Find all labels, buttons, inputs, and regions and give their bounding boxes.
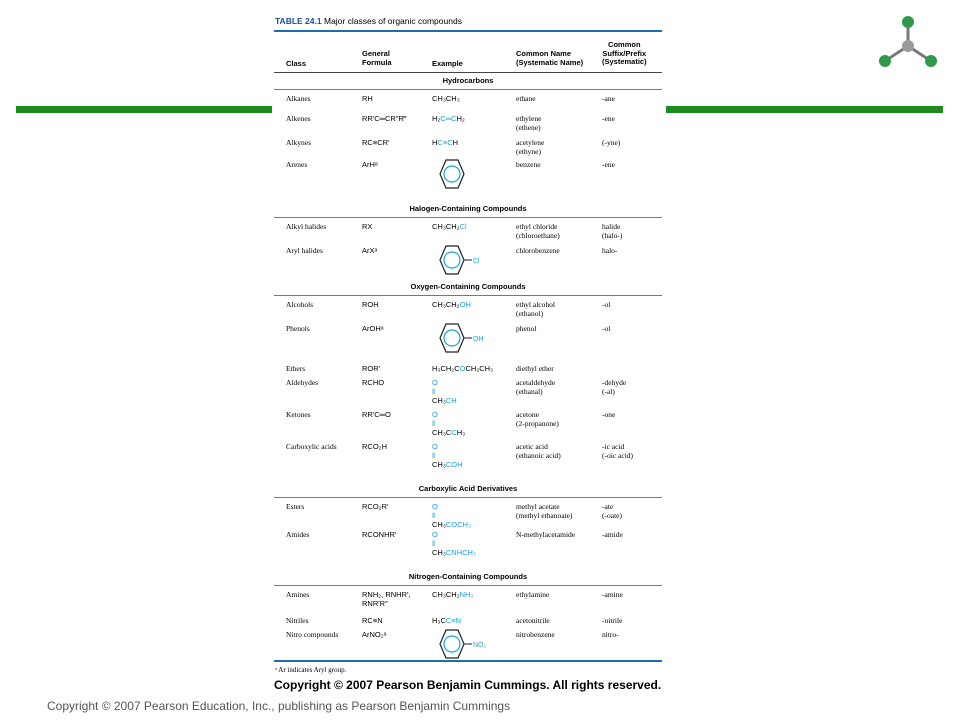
section-title: Nitrogen-Containing Compounds: [408, 572, 528, 581]
class-cell: Aldehydes: [286, 378, 319, 387]
class-cell: Aryl halides: [286, 246, 323, 255]
formula-cell: RCO₂R′: [362, 502, 389, 511]
copyright-bottom: Copyright © 2007 Pearson Education, Inc., publishing as Pearson Benjamin Cummings: [47, 699, 511, 713]
example-cell: CH₃CH₃: [432, 94, 460, 103]
name-cell: methyl acetate (methyl ethanoate): [516, 502, 573, 520]
table-row: [274, 324, 662, 354]
suffix-cell: halo-: [602, 246, 618, 255]
suffix-cell: -ic acid (-oic acid): [602, 442, 634, 460]
formula-cell: RC≡N: [362, 616, 383, 625]
header-rule: [274, 72, 662, 73]
suffix-cell: -ol: [602, 324, 611, 333]
header-name: Common Name (Systematic Name): [516, 49, 584, 67]
example-cell: O ‖ CH₃CNHCH₃: [432, 530, 477, 557]
benzene-ring-icon: [432, 244, 498, 276]
name-cell: ethane: [516, 94, 536, 103]
table-row: [274, 160, 662, 190]
class-cell: Alkenes: [286, 114, 311, 123]
table-row: [274, 502, 662, 532]
class-cell: Alkanes: [286, 94, 311, 103]
formula-cell: ROR′: [362, 364, 381, 373]
example-cell: O ‖ CH₃CH: [432, 378, 457, 405]
name-cell: acetic acid (ethanoic acid): [516, 442, 561, 460]
header-suffix: Common Suffix/Prefix (Systematic): [602, 40, 647, 66]
header-formula: General Formula: [362, 49, 392, 67]
benzene-ring-icon: [432, 322, 498, 354]
formula-cell: RH: [362, 94, 373, 103]
header-example: Example: [432, 59, 463, 68]
ring-substituent-label: Cl: [473, 258, 480, 265]
bottom-rule: [274, 660, 662, 662]
table-document: [274, 10, 664, 690]
section-rule: [274, 217, 662, 218]
name-cell: benzene: [516, 160, 541, 169]
green-divider-left: [16, 106, 272, 113]
example-cell: O ‖ CH₃COH: [432, 442, 463, 469]
benzene-ring-icon: [432, 628, 498, 660]
table-title: Major classes of organic compounds: [323, 16, 462, 26]
class-cell: Amides: [286, 530, 310, 539]
example-cell: O ‖ CH₃CCH₃: [432, 410, 466, 437]
example-cell: H₂C═CH₂: [432, 114, 465, 123]
table-caption: [275, 16, 462, 26]
example-cell: CH₃CH₂Cl: [432, 222, 467, 231]
name-cell: acetylene (ethyne): [516, 138, 545, 156]
section-title: Carboxylic Acid Derivatives: [418, 484, 518, 493]
section-rule: [274, 295, 662, 296]
name-cell: ethyl chloride (chloroethane): [516, 222, 560, 240]
name-cell: acetone (2-propanone): [516, 410, 559, 428]
suffix-cell: -amine: [602, 590, 623, 599]
suffix-cell: -ane: [602, 94, 615, 103]
header-class: Class: [286, 59, 307, 68]
formula-cell: RCHO: [362, 378, 385, 387]
table-row: [274, 246, 662, 276]
name-cell: diethyl ether: [516, 364, 554, 373]
benzene-ring-icon: [432, 158, 498, 190]
class-cell: Alkyl halides: [286, 222, 327, 231]
table-label: TABLE 24.1: [275, 16, 322, 26]
formula-cell: RR′C═O: [362, 410, 391, 419]
formula-cell: RX: [362, 222, 373, 231]
section-title: Hydrocarbons: [442, 76, 494, 85]
molecule-icon: [872, 10, 944, 72]
class-cell: Phenols: [286, 324, 310, 333]
example-cell: CH₃CH₂NH₂: [432, 590, 474, 599]
name-cell: ethylamine: [516, 590, 550, 599]
formula-cell: ArXᵃ: [362, 246, 378, 255]
formula-cell: RCONHR′: [362, 530, 397, 539]
example-cell: H₃CC≡N: [432, 616, 462, 625]
class-cell: Arenes: [286, 160, 308, 169]
formula-cell: RC≡CR′: [362, 138, 390, 147]
name-cell: acetonitrile: [516, 616, 550, 625]
class-cell: Nitriles: [286, 616, 309, 625]
suffix-cell: -ol: [602, 300, 611, 309]
formula-cell: RCO₂H: [362, 442, 387, 451]
ring-substituent-label: OH: [473, 336, 484, 343]
suffix-cell: -ate (-oate): [602, 502, 622, 520]
class-cell: Carboxylic acids: [286, 442, 337, 451]
section-title: Halogen-Containing Compounds: [409, 204, 527, 213]
name-cell: nitrobenzene: [516, 630, 555, 639]
green-divider-right: [666, 106, 943, 113]
name-cell: chlorobenzene: [516, 246, 560, 255]
name-cell: ethyl alcohol (ethanol): [516, 300, 555, 318]
ring-substituent-label: NO₂: [473, 642, 487, 649]
class-cell: Ketones: [286, 410, 311, 419]
example-cell: HC≡CH: [432, 138, 459, 147]
table-row: [274, 378, 662, 408]
suffix-cell: (-yne): [602, 138, 621, 147]
table-row: [274, 410, 662, 440]
example-cell: O ‖ CH₃COCH₃: [432, 502, 472, 529]
formula-cell: ROH: [362, 300, 379, 309]
formula-cell: ArOHᵃ: [362, 324, 384, 333]
name-cell: phenol: [516, 324, 537, 333]
suffix-cell: nitro-: [602, 630, 619, 639]
table-row: [274, 530, 662, 560]
class-cell: Ethers: [286, 364, 306, 373]
class-cell: Nitro compounds: [286, 630, 339, 639]
class-cell: Alcohols: [286, 300, 314, 309]
section-rule: [274, 89, 662, 90]
suffix-cell: -one: [602, 410, 616, 419]
suffix-cell: -ene: [602, 160, 615, 169]
name-cell: acetaldehyde (ethanal): [516, 378, 556, 396]
suffix-cell: -nitrile: [602, 616, 623, 625]
suffix-cell: -dehyde (-al): [602, 378, 627, 396]
class-cell: Amines: [286, 590, 310, 599]
suffix-cell: -amide: [602, 530, 623, 539]
section-rule: [274, 497, 662, 498]
class-cell: Alkynes: [286, 138, 311, 147]
copyright-inner: Copyright © 2007 Pearson Benjamin Cummings. All rights reserved.: [274, 678, 662, 692]
suffix-cell: -ene: [602, 114, 615, 123]
class-cell: Esters: [286, 502, 305, 511]
formula-cell: RR′C═CR″R‴: [362, 114, 407, 123]
footnote: ᵃ Ar indicates Aryl group.: [275, 666, 347, 674]
top-rule: [274, 30, 662, 32]
section-title: Oxygen-Containing Compounds: [410, 282, 526, 291]
name-cell: N-methylacetamide: [516, 530, 576, 539]
section-rule: [274, 585, 662, 586]
name-cell: ethylene (ethene): [516, 114, 542, 132]
suffix-cell: halide (halo-): [602, 222, 623, 240]
formula-cell: RNH₂, RNHR′, RNR′R″: [362, 590, 411, 608]
table-row: [274, 630, 662, 660]
formula-cell: ArNO₂ᵃ: [362, 630, 387, 639]
table-row: [274, 442, 662, 472]
example-cell: CH₃CH₂OH: [432, 300, 471, 309]
formula-cell: ArHᵃ: [362, 160, 378, 169]
example-cell: H₃CH₂COCH₂CH₃: [432, 364, 494, 373]
